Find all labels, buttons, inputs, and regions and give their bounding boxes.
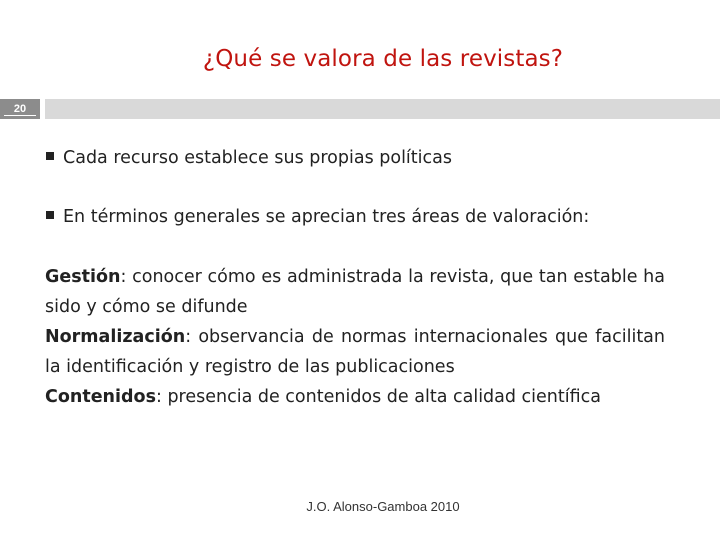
area-item-contenidos	[45, 382, 665, 412]
area-description: : conocer cómo es administrada la revista, que tan estable ha sido y cómo se difunde	[45, 267, 665, 317]
title-underline-bar	[45, 99, 720, 119]
square-bullet-icon	[46, 152, 54, 160]
bullet-item	[46, 148, 452, 168]
bullet-text: En términos generales se aprecian tres áreas de valoración:	[63, 207, 590, 227]
area-term: Normalización	[45, 327, 186, 347]
area-term: Gestión	[45, 267, 121, 287]
area-item-gestion	[45, 262, 665, 322]
square-bullet-icon	[46, 211, 54, 219]
bullet-item	[46, 207, 589, 227]
valuation-areas	[45, 262, 665, 412]
slide-number: 20	[0, 99, 40, 119]
slide-footer: J.O. Alonso-Gamboa 2010	[306, 499, 460, 514]
bullet-text: Cada recurso establece sus propias políticas	[63, 148, 452, 168]
area-term: Contenidos	[45, 387, 156, 407]
area-description: : observancia de normas internacionales que facilitan la identificación y registro de las publicaciones	[45, 327, 665, 377]
slide-title: ¿Qué se valora de las revistas?	[202, 46, 564, 72]
area-description: : presencia de contenidos de alta calidad científica	[155, 387, 601, 407]
area-item-normalizacion	[45, 322, 665, 382]
